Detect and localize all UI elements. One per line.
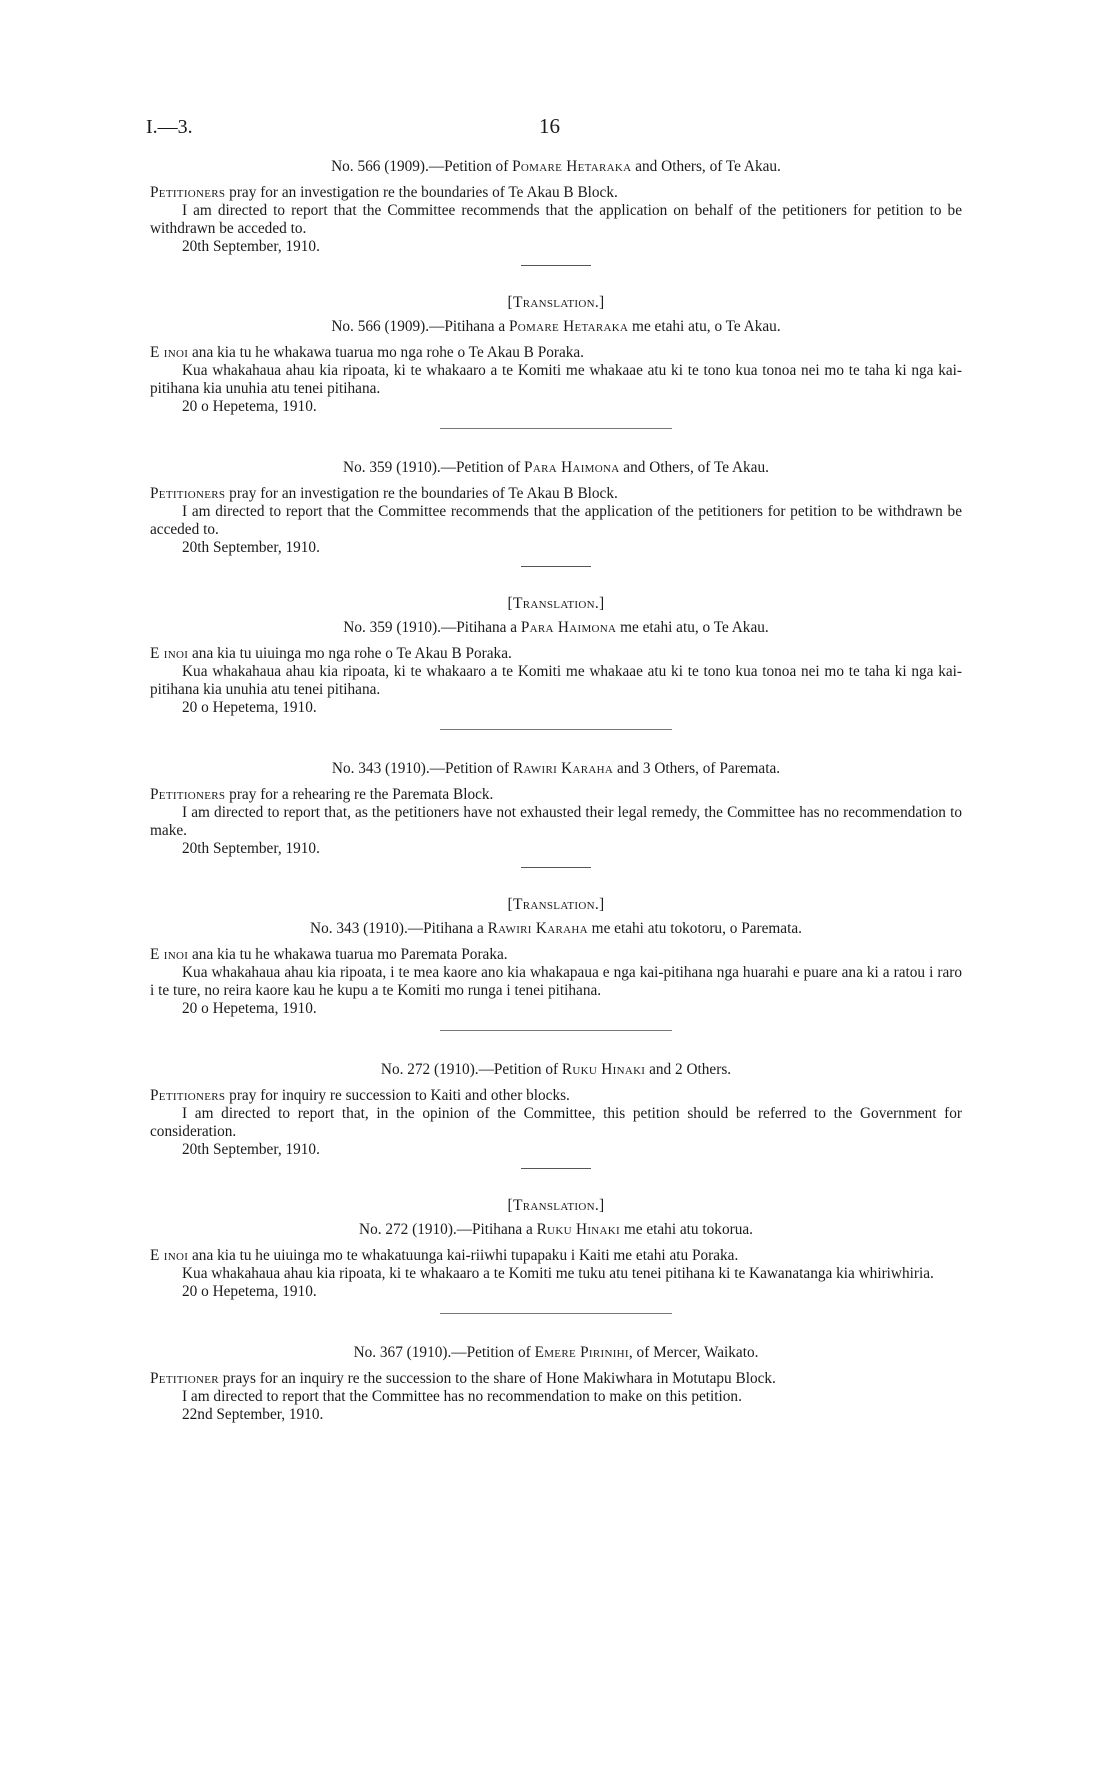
- petitioner-name: Para Haimona: [520, 619, 617, 636]
- report-date: 20th September, 1910.: [182, 1141, 320, 1158]
- prayer-paragraph: [150, 645, 962, 663]
- petition-title: [150, 158, 962, 176]
- translation-label: [Translation.]: [507, 896, 605, 913]
- petition-entry: [150, 760, 962, 868]
- prayer-text: pray for inquiry re succession to Kaiti and other blocks.: [225, 1087, 570, 1104]
- title-prefix: No. 272 (1910).—Petition of: [380, 1061, 562, 1078]
- lead-word: Petitioners: [150, 1087, 226, 1104]
- title-suffix: and Others, of Te Akau.: [619, 459, 769, 476]
- report-date: 20th September, 1910.: [182, 238, 320, 255]
- prayer-text: pray for an investigation re the boundaries of Te Akau B Block.: [225, 184, 618, 201]
- report-paragraph: I am directed to report that the Committee recommends that the application on behalf of the petitioners for petition to be withdrawn be acceded to.: [150, 202, 962, 237]
- report-paragraph: Kua whakahaua ahau kia ripoata, ki te whakaaro a te Komiti me tuku atu tenei pitihana ki te Kawanatanga kia whiriwhiria.: [182, 1265, 934, 1282]
- translation-entry: [150, 595, 962, 730]
- translation-label: [Translation.]: [507, 595, 605, 612]
- prayer-paragraph: [150, 1247, 962, 1265]
- report-date: 20th September, 1910.: [182, 840, 320, 857]
- petition-entry: [150, 158, 962, 266]
- lead-word: E inoi: [150, 1247, 189, 1264]
- prayer-text: ana kia tu he whakawa tuarua mo nga rohe o Te Akau B Poraka.: [188, 344, 585, 361]
- section-divider: [521, 867, 591, 868]
- title-prefix: No. 566 (1909).—Pitihana a: [331, 318, 509, 335]
- prayer-paragraph: [150, 184, 962, 202]
- title-prefix: No. 359 (1910).—Petition of: [343, 459, 525, 476]
- paper-series-label: I.—3.: [146, 116, 193, 138]
- prayer-paragraph: [150, 1087, 962, 1105]
- petitioner-name: Ruku Hinaki: [536, 1221, 620, 1238]
- title-prefix: No. 566 (1909).—Petition of: [331, 158, 513, 175]
- section-divider: [521, 265, 591, 266]
- lead-word: E inoi: [150, 645, 189, 662]
- prayer-text: pray for a rehearing re the Paremata Block.: [225, 786, 494, 803]
- title-prefix: No. 343 (1910).—Pitihana a: [310, 920, 488, 937]
- petitioner-name: Rawiri Karaha: [512, 760, 614, 777]
- petition-title: [150, 1061, 962, 1079]
- prayer-text: ana kia tu he whakawa tuarua mo Paremata Poraka.: [188, 946, 508, 963]
- lead-word: E inoi: [150, 946, 189, 963]
- petitioner-name: Rawiri Karaha: [487, 920, 588, 937]
- title-prefix: No. 359 (1910).—Pitihana a: [343, 619, 521, 636]
- lead-word: E inoi: [150, 344, 189, 361]
- petition-entry: [150, 1061, 962, 1169]
- prayer-text: ana kia tu he uiuinga mo te whakatuunga kai-riiwhi tupapaku i Kaiti me etahi atu Poraka.: [188, 1247, 739, 1264]
- title-suffix: and 2 Others.: [645, 1061, 732, 1078]
- report-paragraph: I am directed to report that the Committee has no recommendation to make on this petition.: [182, 1388, 742, 1405]
- report-paragraph: Kua whakahaua ahau kia ripoata, ki te whakaaro a te Komiti me whakaae atu ki te tono kua tonoa nei mo te taha ki nga kai-pitihana kia unuhia atu tenei pitihana.: [150, 663, 962, 698]
- prayer-paragraph: [150, 344, 962, 362]
- page-number: 16: [539, 114, 560, 138]
- petition-entry: [150, 1344, 962, 1424]
- section-divider: [521, 1168, 591, 1169]
- translation-label: [Translation.]: [507, 294, 605, 311]
- report-date: 20 o Hepetema, 1910.: [182, 699, 317, 716]
- petitioner-name: Para Haimona: [524, 459, 620, 476]
- title-suffix: , of Mercer, Waikato.: [628, 1344, 759, 1361]
- petitioner-name: Pomare Hetaraka: [512, 158, 632, 175]
- report-paragraph: Kua whakahaua ahau kia ripoata, i te mea kaore ano kia whakapaua e nga kai-pitihana nga huarahi e puare ana ki a ratou i raro i te ture, no reira kaore kau he kupu a te Komiti mo runga i tenei pitihana.: [150, 964, 962, 999]
- report-date: 20 o Hepetema, 1910.: [182, 398, 317, 415]
- report-date: 20 o Hepetema, 1910.: [182, 1000, 317, 1017]
- translation-entry: [150, 294, 962, 429]
- translation-entry: [150, 896, 962, 1031]
- translation-entry: [150, 1197, 962, 1314]
- lead-word: Petitioner: [150, 1370, 219, 1387]
- title-suffix: me etahi atu, o Te Akau.: [628, 318, 781, 335]
- petition-title: [150, 459, 962, 477]
- report-date: 20th September, 1910.: [182, 539, 320, 556]
- petition-title: [150, 619, 962, 637]
- report-paragraph: Kua whakahaua ahau kia ripoata, ki te whakaaro a te Komiti me whakaae atu ki te tono kua tonoa nei mo te taha ki nga kai-pitihana kia unuhia atu tenei pitihana.: [150, 362, 962, 397]
- report-date: 20 o Hepetema, 1910.: [182, 1283, 317, 1300]
- title-suffix: me etahi atu, o Te Akau.: [616, 619, 769, 636]
- petitioner-name: Pomare Hetaraka: [508, 318, 629, 335]
- petitioner-name: Ruku Hinaki: [561, 1061, 646, 1078]
- title-suffix: and Others, of Te Akau.: [631, 158, 781, 175]
- section-divider: [521, 566, 591, 567]
- title-prefix: No. 367 (1910).—Petition of: [353, 1344, 535, 1361]
- section-divider: [440, 1030, 672, 1031]
- prayer-paragraph: [150, 946, 962, 964]
- petition-entries: [150, 158, 962, 1424]
- petitioner-name: Emere Pirinihi: [534, 1344, 629, 1361]
- section-divider: [440, 1313, 672, 1314]
- title-prefix: No. 272 (1910).—Pitihana a: [359, 1221, 537, 1238]
- petition-title: [150, 920, 962, 938]
- section-divider: [440, 729, 672, 730]
- lead-word: Petitioners: [150, 786, 226, 803]
- prayer-text: ana kia tu uiuinga mo nga rohe o Te Akau B Poraka.: [188, 645, 512, 662]
- title-suffix: me etahi atu tokorua.: [620, 1221, 753, 1238]
- translation-label: [Translation.]: [507, 1197, 605, 1214]
- title-prefix: No. 343 (1910).—Petition of: [331, 760, 513, 777]
- petition-title: [150, 760, 962, 778]
- prayer-paragraph: [150, 786, 962, 804]
- petition-title: [150, 1221, 962, 1239]
- petition-entry: [150, 459, 962, 567]
- report-paragraph: I am directed to report that, in the opinion of the Committee, this petition should be referred to the Government for consideration.: [150, 1105, 962, 1140]
- section-divider: [440, 428, 672, 429]
- report-paragraph: I am directed to report that, as the petitioners have not exhausted their legal remedy, the Committee has no recommendation to make.: [150, 804, 962, 839]
- petition-title: [150, 1344, 962, 1362]
- lead-word: Petitioners: [150, 485, 226, 502]
- prayer-text: pray for an investigation re the boundaries of Te Akau B Block.: [225, 485, 618, 502]
- lead-word: Petitioners: [150, 184, 226, 201]
- prayer-text: prays for an inquiry re the succession to the share of Hone Makiwhara in Motutapu Block.: [218, 1370, 776, 1387]
- prayer-paragraph: [150, 485, 962, 503]
- prayer-paragraph: [150, 1370, 962, 1388]
- report-date: 22nd September, 1910.: [182, 1406, 324, 1423]
- title-suffix: and 3 Others, of Paremata.: [613, 760, 781, 777]
- petition-title: [150, 318, 962, 336]
- title-suffix: me etahi atu tokotoru, o Paremata.: [587, 920, 802, 937]
- report-paragraph: I am directed to report that the Committee recommends that the application of the petitioners for petition to be withdrawn be acceded to.: [150, 503, 962, 538]
